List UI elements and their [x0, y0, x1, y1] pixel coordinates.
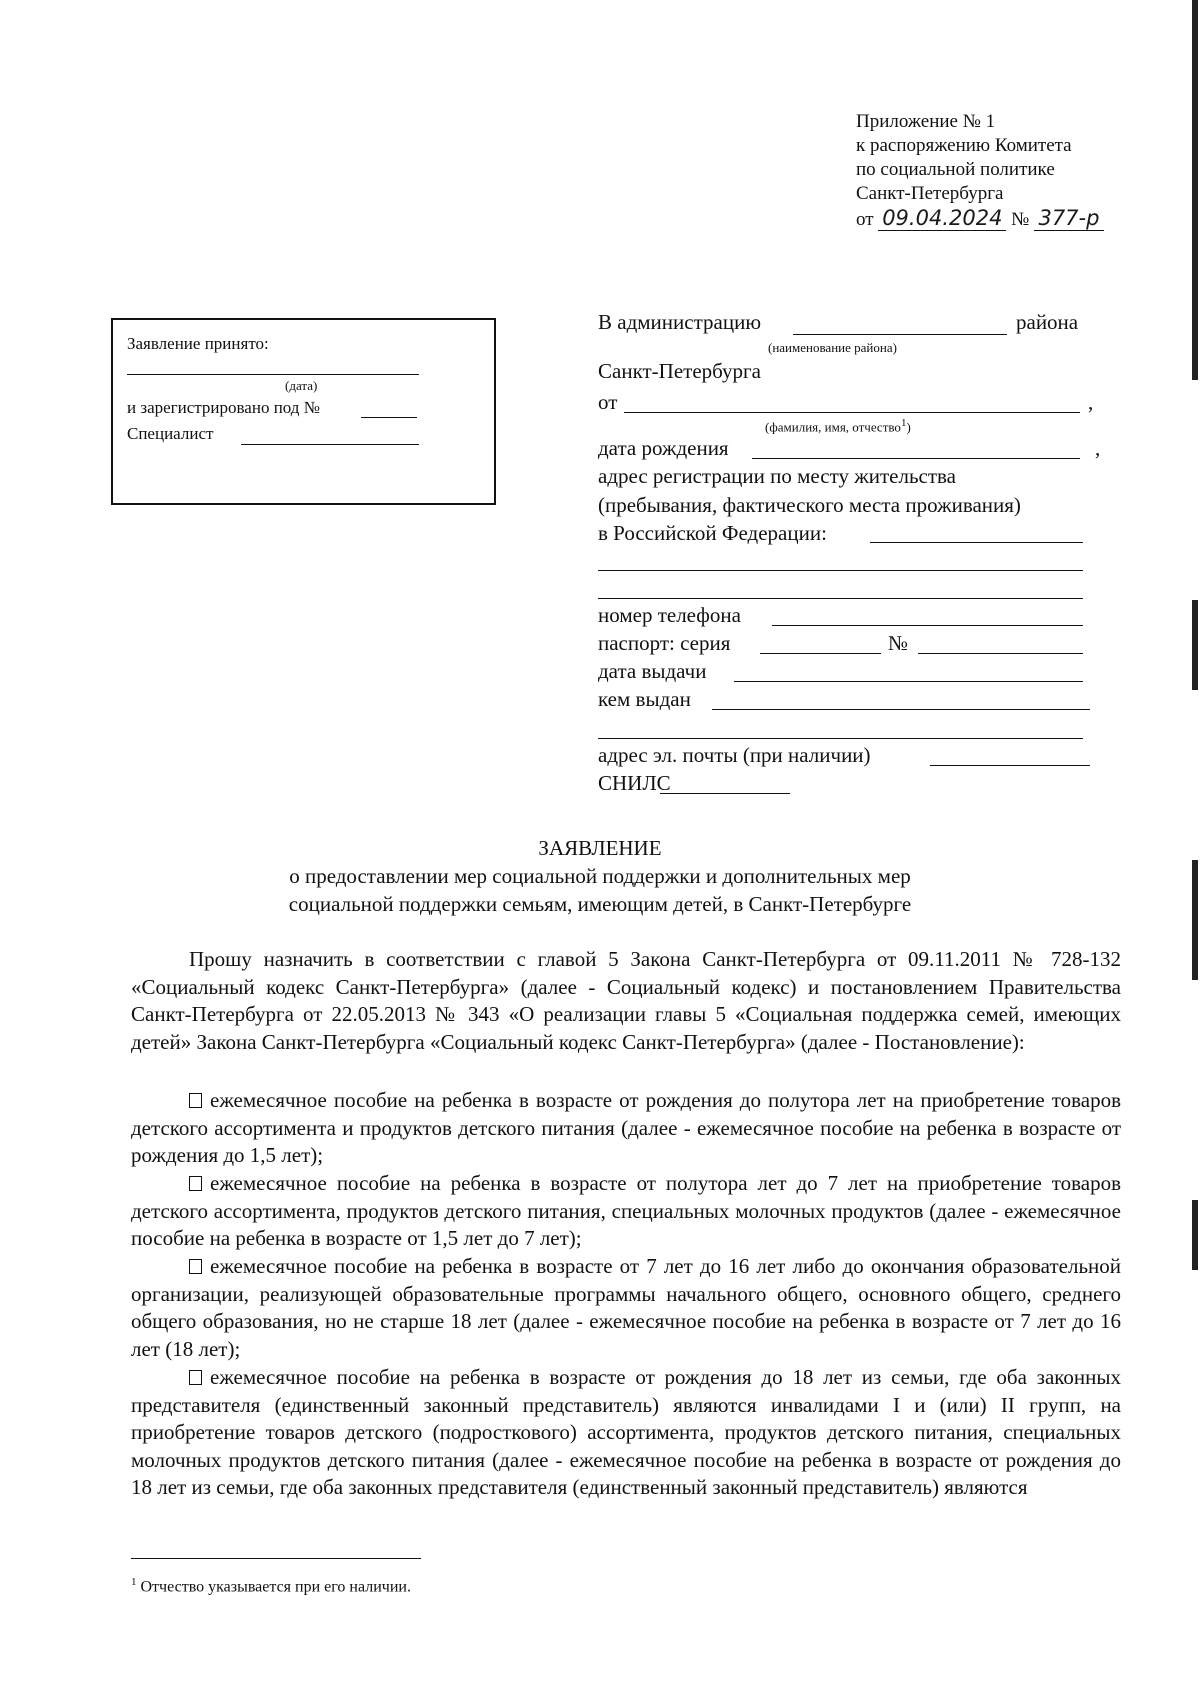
appendix-date-line: от 09.04.2024 № 377-р	[856, 206, 1104, 232]
issued-by-label: кем выдан	[598, 687, 691, 711]
birth-date-label: дата рождения	[598, 436, 729, 460]
reg-address-label-3: в Российской Федерации:	[598, 521, 827, 545]
fio-field[interactable]	[624, 412, 1080, 413]
appendix-line: к распоряжению Комитета	[856, 135, 1072, 156]
appendix-line: по социальной политике	[856, 159, 1055, 180]
reg-address-field-3[interactable]	[598, 598, 1083, 599]
issued-by-field-1[interactable]	[712, 709, 1090, 710]
stamp-date-caption: (дата)	[285, 378, 318, 393]
passport-number-label: №	[888, 631, 909, 655]
issue-date-label: дата выдачи	[598, 659, 707, 683]
document-subtitle-2: социальной поддержки семьям, имеющим детей, в Санкт-Петербурге	[288, 892, 912, 916]
passport-series-field[interactable]	[760, 653, 881, 654]
handwritten-number: 377-р	[1034, 206, 1104, 231]
benefit-item: ежемесячное пособие на ребенка в возрасте от рождения до полутора лет на приобретение товаров детского ассортимента и продуктов детского питания (далее - ежемесячное пособие на ребенка в возрасте от рождения до 1,5 лет);	[131, 1088, 1121, 1167]
checkbox[interactable]	[189, 1176, 202, 1191]
stamp-registered-label: и зарегистрировано под №	[127, 398, 320, 417]
district-field[interactable]	[793, 334, 1007, 335]
district-caption: (наименование района)	[768, 340, 897, 355]
stamp-date-line[interactable]	[127, 374, 419, 375]
document-page: Приложение № 1 к распоряжению Комитета по социальной политике Санкт-Петербурга от 09.04.2024 № 377-р Заявление принято: (дата) и зарегистрировано под № Специалист В администрацию района (наименование района) Санкт-Петербурга от , (фамилия, имя, отчество$^1$) дата рождения , адрес регистрации по месту жительства (пребывания, фактического места проживания) в Российской Федерации: номер телефона паспорт: серия № дата выдачи кем выдан адрес эл. почты (при наличии) СНИЛС ЗАЯВЛЕНИЕ о предоставлении мер социальной поддержки и дополнительных мер социальной поддержки семьям, имеющим детей, в Санкт-Петербурге Прошу назначить в соответствии с главой 5 Закона Санкт-Петербурга от 09.11.2011 № 728-132 «Социальный кодекс Санкт-Петербурга» (далее - Социальный кодекс) и постановлением Правительства Санкт-Петербурга от 22.05.2013 № 343 «О реализации главы 5 «Социальная поддержка семей, имеющих детей» Закона Санкт-Петербурга «Социальный кодекс Санкт-Петербурга» (далее - Постановление): ежемесячное пособие на ребенка в возрасте от рождения до полутора лет на приобретение товаров детского ассортимента и продуктов детского питания (далее - ежемесячное пособие на ребенка в возрасте от рождения до 1,5 лет); ежемесячное пособие на ребенка в возрасте от полутора лет до 7 лет на приобретение товаров детского ассортимента, продуктов детского питания, специальных молочных продуктов (далее - ежемесячное пособие на ребенка в возрасте от 1,5 лет до 7 лет); ежемесячное пособие на ребенка в возрасте от 7 лет до 16 лет либо до окончания образовательной организации, реализующей образовательные программы начального общего, основного общего, среднего общего образования, но не старше 18 лет (далее - ежемесячное пособие на ребенка в возрасте от 7 лет до 16 лет (18 лет); ежемесячное пособие на ребенка в возрасте от рождения до 18 лет из семьи, где оба законных представителя (единственный законный представитель) являются инвалидами I и (или) II групп, на приобретение товаров детского (подросткового) ассортимента, продуктов детского питания, специальных молочных продуктов детского питания (далее - ежемесячное пособие на ребенка в возрасте от рождения до 18 лет из семьи, где оба законных представителя (единственный законный представитель) являются $^1$ Отчество указывается при его наличии.	[0, 0, 1200, 1696]
birth-date-field[interactable]	[752, 458, 1080, 459]
snils-label: СНИЛС	[598, 771, 671, 795]
from-label: от	[598, 390, 618, 414]
reg-address-field-1[interactable]	[870, 542, 1083, 543]
intro-paragraph: Прошу назначить в соответствии с главой 5 Закона Санкт-Петербурга от 09.11.2011 № 728-132 «Социальный кодекс Санкт-Петербурга» (далее - Социальный кодекс) и постановлением Правительства Санкт-Петербурга от 22.05.2013 № 343 «О реализации главы 5 «Социальная поддержка семей, имеющих детей» Закона Санкт-Петербурга «Социальный кодекс Санкт-Петербурга» (далее - Постановление):	[131, 947, 1121, 1054]
reg-address-label: адрес регистрации по месту жительства	[598, 464, 956, 488]
phone-label: номер телефона	[598, 603, 741, 627]
stamp-accepted-label: Заявление принято:	[127, 334, 269, 353]
phone-field[interactable]	[772, 625, 1083, 626]
benefit-item: ежемесячное пособие на ребенка в возрасте от рождения до 18 лет из семьи, где оба законных представителя (единственный законный представитель) являются инвалидами I и (или) II групп, на приобретение товаров детского (подросткового) ассортимента, продуктов детского питания, специальных молочных продуктов детского питания (далее - ежемесячное пособие на ребенка в возрасте от рождения до 18 лет из семьи, где оба законных представителя (единственный законный представитель) являются	[131, 1365, 1121, 1499]
stamp-specialist-label: Специалист	[127, 424, 214, 443]
stamp-number-line[interactable]	[361, 417, 417, 418]
passport-series-label: паспорт: серия	[598, 631, 731, 655]
reg-address-label-2: (пребывания, фактического места проживания)	[598, 493, 1021, 517]
issued-by-field-2[interactable]	[598, 738, 1083, 739]
benefit-item: ежемесячное пособие на ребенка в возрасте от полутора лет до 7 лет на приобретение товаров детского ассортимента, продуктов детского питания, специальных молочных продуктов (далее - ежемесячное пособие на ребенка в возрасте от 1,5 лет до 7 лет);	[131, 1171, 1121, 1250]
to-admin-label: В администрацию	[598, 310, 762, 334]
passport-number-field[interactable]	[918, 653, 1083, 654]
footnote: $^1$ Отчество указывается при его наличии.	[131, 1576, 411, 1596]
checkbox[interactable]	[189, 1370, 202, 1385]
footnote-rule	[131, 1558, 421, 1559]
stamp-specialist-line[interactable]	[241, 444, 419, 445]
benefit-item: ежемесячное пособие на ребенка в возрасте от 7 лет до 16 лет либо до окончания образовательной организации, реализующей образовательные программы начального общего, основного общего, среднего общего образования, но не старше 18 лет (далее - ежемесячное пособие на ребенка в возрасте от 7 лет до 16 лет (18 лет);	[131, 1254, 1121, 1361]
snils-field[interactable]	[660, 793, 790, 794]
checkbox[interactable]	[189, 1093, 202, 1108]
checkbox[interactable]	[189, 1259, 202, 1274]
appendix-line: Приложение № 1	[856, 111, 996, 132]
district-label: района	[1016, 310, 1079, 334]
handwritten-date: 09.04.2024	[878, 206, 1006, 231]
city-label: Санкт-Петербурга	[598, 359, 761, 383]
registration-stamp-box	[111, 318, 496, 505]
email-label: адрес эл. почты (при наличии)	[598, 743, 871, 767]
document-title: ЗАЯВЛЕНИЕ	[538, 836, 662, 860]
fio-caption: (фамилия, имя, отчество$^1$)	[765, 417, 911, 435]
reg-address-field-2[interactable]	[598, 570, 1083, 571]
email-field[interactable]	[930, 765, 1090, 766]
issue-date-field[interactable]	[734, 681, 1083, 682]
appendix-block	[856, 110, 1104, 232]
appendix-line: Санкт-Петербурга	[856, 183, 1004, 204]
document-subtitle-1: о предоставлении мер социальной поддержки и дополнительных мер	[289, 864, 911, 888]
